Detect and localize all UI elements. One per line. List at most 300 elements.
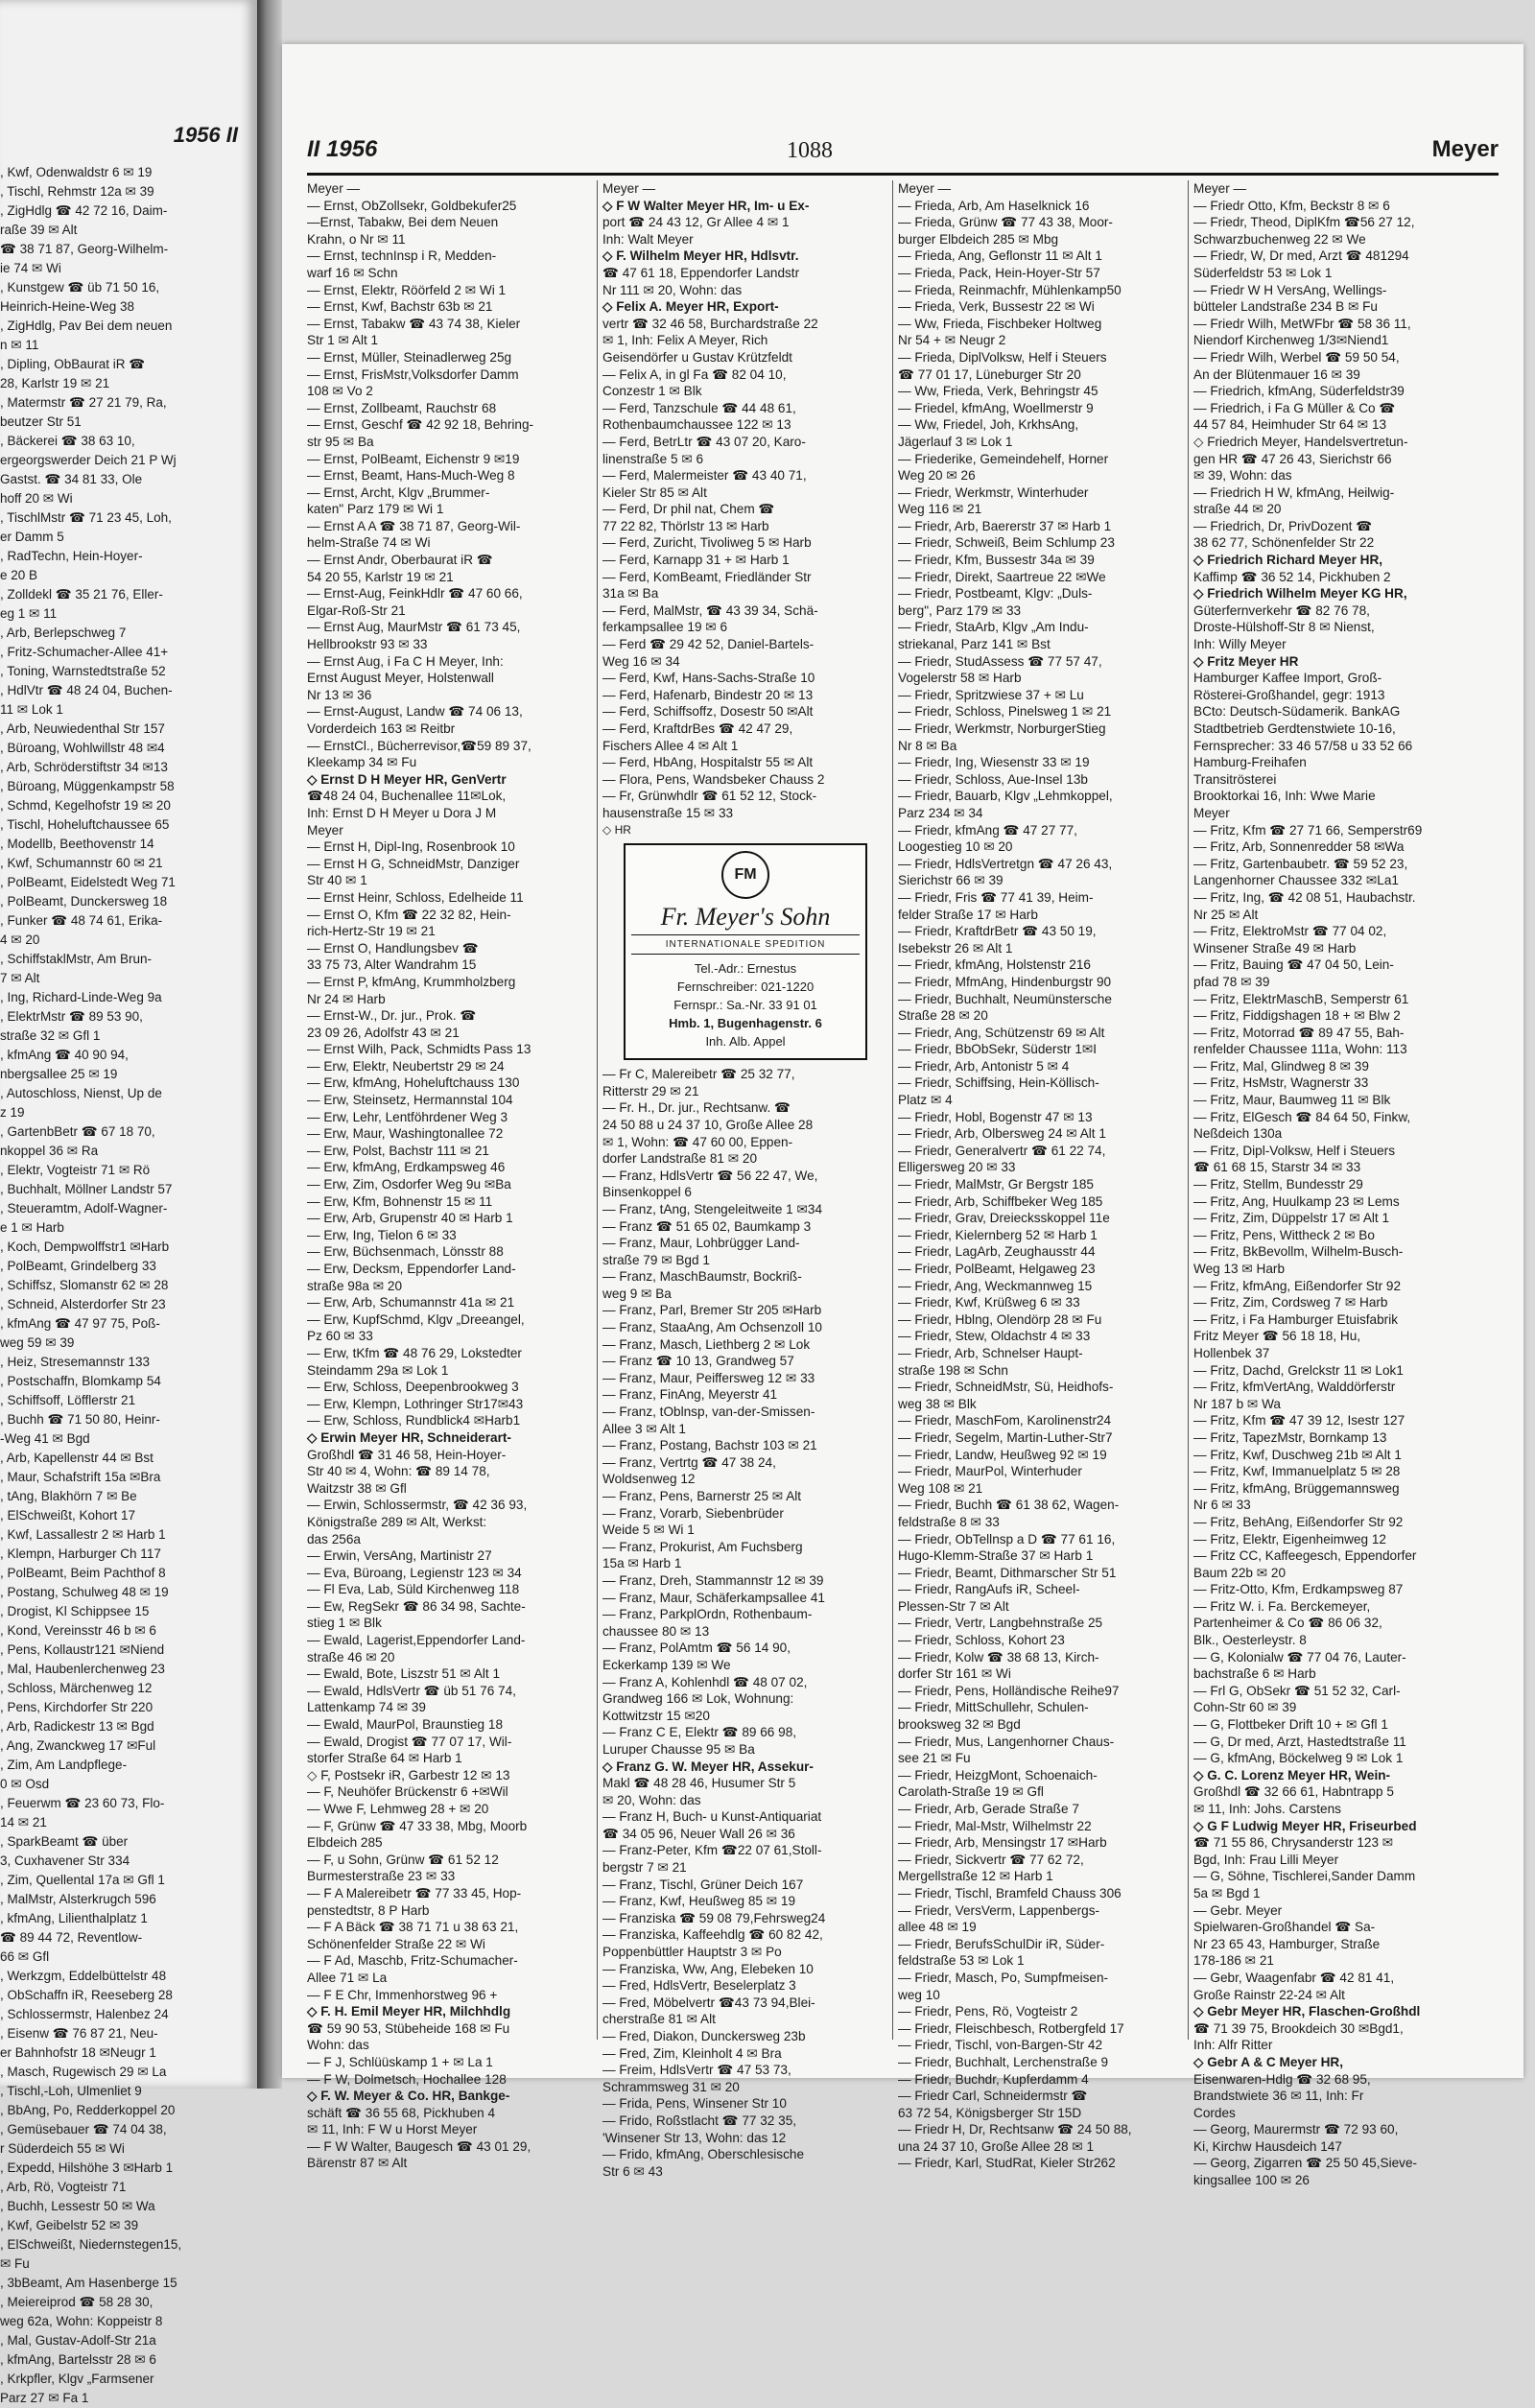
previous-page-line: , Modellb, Beethovenstr 14 [0, 837, 154, 851]
ad-tagline: INTERNATIONALE SPEDITION [631, 934, 860, 956]
directory-entry-line: — Franz, Maur, Lohbrügger Land- [602, 1236, 800, 1251]
directory-entry-line: — Fritz, TapezMstr, Bornkamp 13 [1193, 1429, 1387, 1445]
directory-entry-line: schäft ☎ 36 55 68, Pickhuben 4 [307, 2105, 496, 2120]
directory-entry-line: — Fred, HdlsVertr, Beselerplatz 3 [602, 1978, 796, 1994]
previous-page-line: , Buchh ☎ 71 50 80, Heinr- [0, 1412, 160, 1427]
previous-page-line: raße 39 ✉ Alt [0, 223, 78, 237]
directory-entry-line: Eisenwaren-Hdlg ☎ 32 68 95, [1193, 2071, 1371, 2087]
previous-page-line: , Kond, Vereinsstr 46 b ✉ 6 [0, 1623, 156, 1638]
previous-page-line: weg 59 ✉ 39 [0, 1335, 75, 1350]
directory-entry-line: Lattenkamp 74 ✉ 39 [307, 1700, 426, 1715]
directory-entry-line: — Fritz, ElGesch ☎ 84 64 50, Finkw, [1193, 1109, 1411, 1124]
directory-entry-line: — G, kfmAng, Böckelweg 9 ✉ Lok 1 [1193, 1751, 1404, 1766]
directory-entry-line: — Friedr, Masch, Po, Sumpfmeisen- [898, 1970, 1109, 1985]
directory-entry-line: ☎ 77 01 17, Lüneburger Str 20 [898, 366, 1081, 382]
directory-entry-line: — Fred, Diakon, Dunckersweg 23b [602, 2029, 806, 2043]
directory-entry-line: Schrammsweg 31 ✉ 20 [602, 2079, 740, 2094]
directory-entry-line: Fernsprecher: 33 46 57/58 u 33 52 66 [1193, 738, 1413, 753]
directory-entry-line: rich-Hertz-Str 19 ✉ 21 [307, 924, 436, 939]
directory-entry-line: — Friedr, Schloss, Pinelsweg 1 ✉ 21 [898, 704, 1112, 720]
directory-entry-line: Meyer [1193, 805, 1230, 820]
directory-entry-line: — Friedr, SchneidMstr, Sü, Heidhofs- [898, 1380, 1114, 1395]
directory-entry-line: — Fr. H., Dr. jur., Rechtsanw. ☎ [602, 1100, 791, 1116]
directory-entry-line: Straße 28 ✉ 20 [898, 1008, 988, 1024]
directory-entry-line: Große Rainstr 22-24 ✉ Alt [1193, 1987, 1345, 2002]
directory-entry-line: — Fritz, Kwf, Immanuelplatz 5 ✉ 28 [1193, 1464, 1401, 1479]
directory-entry-line: — Franz, Kwf, Heußweg 85 ✉ 19 [602, 1894, 796, 1909]
directory-entry-line: 23 09 26, Adolfstr 43 ✉ 21 [307, 1025, 460, 1040]
directory-entry-line: — Franz, Postang, Bachstr 103 ✉ 21 [602, 1438, 817, 1453]
previous-page-line: , ElSchweißt, Niedernstegen15, [0, 2237, 182, 2252]
directory-entry-line: — Friedr, Kolw ☎ 38 68 13, Kirch- [898, 1649, 1099, 1664]
directory-entry-line: ✉ 39, Wohn: das [1193, 468, 1292, 484]
directory-entry-line: — Friedr, RangAufs iR, Scheel- [898, 1582, 1080, 1597]
previous-page-line: , Mal, Gustav-Adolf-Str 21a [0, 2333, 156, 2348]
directory-entry-line: — G, Kolonialw ☎ 77 04 76, Lauter- [1193, 1649, 1406, 1664]
directory-entry-line: Grandweg 166 ✉ Lok, Wohnung: [602, 1691, 794, 1707]
directory-entry-line: — Ferd, MalMstr, ☎ 43 39 34, Schä- [602, 602, 818, 618]
directory-entry-line: — Friedr H, Dr, Rechtsanw ☎ 24 50 88, [898, 2122, 1132, 2137]
directory-entry-line: Binsenkoppel 6 [602, 1185, 692, 1200]
directory-entry-line: Weg 13 ✉ Harb [1193, 1262, 1286, 1276]
page-header [307, 136, 1499, 171]
directory-entry-line: — Friedr, kfmAng, Holstenstr 216 [898, 957, 1091, 973]
directory-entry-line: — Franziska, Ww, Ang, Elebeken 10 [602, 1961, 814, 1976]
previous-page-line: , Dipling, ObBaurat iR ☎ [0, 357, 146, 371]
directory-entry-line: Platz ✉ 4 [898, 1093, 953, 1108]
directory-entry-line: — Friedr, Pens, Holländische Reihe97 [898, 1683, 1120, 1698]
directory-entry-line: — Frieda, Pack, Hein-Hoyer-Str 57 [898, 265, 1100, 280]
directory-entry-line: 63 72 54, Königsberger Str 15D [898, 2105, 1082, 2120]
directory-entry-line: Elgar-Roß-Str 21 [307, 602, 406, 618]
directory-entry-line: — Friedr, Mus, Langenhorner Chaus- [898, 1734, 1115, 1749]
directory-entry-line: — Ww, Frieda, Verk, Behringstr 45 [898, 384, 1098, 399]
directory-entry-line: — Friedr, Fleischbesch, Rotbergfeld 17 [898, 2020, 1124, 2036]
directory-entry-line: — F Ad, Maschb, Fritz-Schumacher- [307, 1953, 518, 1969]
directory-entry-line: ◇ F W Walter Meyer HR, Im- u Ex- [602, 198, 810, 213]
directory-entry-line: — Frieda, Verk, Bussestr 22 ✉ Wi [898, 299, 1095, 315]
directory-entry-line: ☎ 47 61 18, Eppendorfer Landstr [602, 265, 800, 280]
directory-entry-line: ◇ Franz G. W. Meyer HR, Assekur- [602, 1759, 814, 1774]
previous-page-line: , kfmAng ☎ 47 97 75, Poß- [0, 1316, 160, 1331]
previous-page-line: , Kunstgew ☎ üb 71 50 16, [0, 280, 160, 295]
column-divider [597, 180, 598, 2040]
directory-entry-line: — G, Söhne, Tischlerei,Sander Damm [1193, 1869, 1416, 1884]
directory-entry-line: Hugo-Klemm-Straße 37 ✉ Harb 1 [898, 1548, 1094, 1564]
column-2 [602, 180, 886, 2179]
directory-entry-line: — Friedr, Mal-Mstr, Wilhelmstr 22 [898, 1818, 1092, 1833]
previous-page-line: beutzer Str 51 [0, 414, 82, 429]
directory-entry-line: Makl ☎ 48 28 46, Husumer Str 5 [602, 1776, 796, 1791]
directory-entry-line: Meyer — [602, 181, 656, 196]
directory-entry-line: — Ernst, Kwf, Bachstr 63b ✉ 21 [307, 299, 493, 315]
directory-entry-line: — Fritz, Ang, Huulkamp 23 ✉ Lems [1193, 1193, 1400, 1209]
directory-entry-line: — Fr C, Malereibetr ☎ 25 32 77, [602, 1067, 795, 1082]
previous-page-line: , Drogist, Kl Schippsee 15 [0, 1604, 150, 1618]
directory-entry-line: straße 44 ✉ 20 [1193, 502, 1282, 517]
previous-page-line: , tAng, Blakhörn 7 ✉ Be [0, 1489, 137, 1503]
directory-entry-line: — Ferd, Zuricht, Tivoliweg 5 ✉ Harb [602, 535, 812, 551]
directory-entry-line: — Franz, Vertrtg ☎ 47 38 24, [602, 1454, 776, 1470]
previous-page-line: , RadTechn, Hein-Hoyer- [0, 549, 143, 563]
directory-entry-line: — Ferd, Kwf, Hans-Sachs-Straße 10 [602, 671, 815, 686]
directory-entry-line: Str 40 ✉ 1 [307, 873, 367, 888]
directory-entry-line: katen" Parz 179 ✉ Wi 1 [307, 502, 444, 517]
previous-page-line: -Weg 41 ✉ Bgd [0, 1431, 90, 1446]
directory-entry-line: — Friedr, kfmAng ☎ 47 27 77, [898, 822, 1077, 838]
previous-page-line: , Masch, Rugewisch 29 ✉ La [0, 2065, 167, 2079]
directory-entry-line: straße 79 ✉ Bgd 1 [602, 1252, 710, 1267]
directory-entry-line: — Franz, StaaAng, Am Ochsenzoll 10 [602, 1320, 822, 1335]
directory-entry-line: — Erw, Schloss, Deepenbrookweg 3 [307, 1380, 519, 1395]
directory-entry-line: — Georg, Maurermstr ☎ 72 93 60, [1193, 2122, 1399, 2137]
directory-entry-line: feldstraße 53 ✉ Lok 1 [898, 1953, 1025, 1969]
previous-page-line: , Arb, Rö, Vogteistr 71 [0, 2180, 127, 2194]
directory-entry-line: — Ferd, Dr phil nat, Chem ☎ [602, 502, 775, 517]
directory-entry-line: ◇ F, Postsekr iR, Garbestr 12 ✉ 13 [307, 1767, 510, 1782]
directory-entry-line: — Erw, Arb, Grupenstr 40 ✉ Harb 1 [307, 1211, 513, 1226]
directory-entry-line: ☎ 59 90 53, Stübeheide 168 ✉ Fu [307, 2020, 510, 2036]
previous-page [0, 0, 257, 2405]
previous-page-line: , Kwf, Lassallestr 2 ✉ Harb 1 [0, 1527, 166, 1542]
previous-page-line: , Autoschloss, Nienst, Up de [0, 1086, 162, 1100]
directory-entry-line: Conzestr 1 ✉ Blk [602, 384, 702, 399]
directory-entry-line: — G, Dr med, Arzt, Hastedtstraße 11 [1193, 1734, 1406, 1749]
directory-entry-line: ✉ 1, Inh: Felix A Meyer, Rich [602, 333, 768, 348]
previous-page-line: , Ang, Zwanckweg 17 ✉Ful [0, 1738, 156, 1753]
previous-page-line: , Pens, Kirchdorfer Str 220 [0, 1700, 154, 1714]
directory-entry-line: 77 22 82, Thörlstr 13 ✉ Harb [602, 518, 769, 533]
previous-page-line: , Fritz-Schumacher-Allee 41+ [0, 645, 169, 659]
directory-entry-line: — Erw, Decksm, Eppendorfer Land- [307, 1262, 516, 1276]
directory-entry-line: port ☎ 24 43 12, Gr Allee 4 ✉ 1 [602, 215, 790, 230]
previous-page-line: 14 ✉ 21 [0, 1815, 47, 1830]
directory-entry-line: Nr 187 b ✉ Wa [1193, 1396, 1281, 1411]
column-3 [898, 180, 1182, 2171]
directory-entry-line: 54 20 55, Karlstr 19 ✉ 21 [307, 569, 454, 584]
previous-page-line: , Buchhalt, Möllner Landstr 57 [0, 1182, 173, 1196]
directory-entry-line: — Ernst Heinr, Schloss, Edelheide 11 [307, 889, 524, 905]
directory-entry-line: — Franz, Masch, Liethberg 2 ✉ Lok [602, 1336, 811, 1352]
previous-page-line: , Ing, Richard-Linde-Weg 9a [0, 990, 162, 1004]
directory-entry-line: — Friedr, LagArb, Zeughausstr 44 [898, 1244, 1096, 1260]
ad-phone: Fernspr.: Sa.-Nr. 33 91 01 [673, 998, 817, 1013]
previous-page-line: ☎ 38 71 87, Georg-Wilhelm- [0, 242, 169, 256]
previous-page-line: , ElektrMstr ☎ 89 53 90, [0, 1009, 143, 1024]
directory-entry-line: Vogelerstr 58 ✉ Harb [898, 671, 1022, 686]
directory-entry-line: — Friedr, Buchhalt, Lerchenstraße 9 [898, 2054, 1109, 2069]
directory-entry-line: — Eva, Büroang, Legienstr 123 ✉ 34 [307, 1565, 522, 1580]
previous-page-line: , Expedd, Hilshöhe 3 ✉Harb 1 [0, 2160, 174, 2175]
directory-entry-line: — F A Malereibetr ☎ 77 33 45, Hop- [307, 1885, 522, 1900]
directory-entry-line: — Ernst, Beamt, Hans-Much-Weg 8 [307, 468, 515, 484]
previous-page-line: , ZigHdlg ☎ 42 72 16, Daim- [0, 203, 168, 218]
directory-entry-line: — Fritz, Bauing ☎ 47 04 50, Lein- [1193, 957, 1394, 973]
directory-entry-line: straße 98a ✉ 20 [307, 1278, 403, 1293]
directory-entry-line: Bärenstr 87 ✉ Alt [307, 2156, 408, 2171]
directory-entry-line: ☎ 71 39 75, Brookdeich 30 ✉Bgd1, [1193, 2020, 1404, 2036]
directory-entry-line: — Friedr, Schloss, Aue-Insel 13b [898, 771, 1088, 787]
previous-page-line: , Tischl,-Loh, Ulmenliet 9 [0, 2084, 142, 2098]
directory-entry-line: una 24 37 10, Große Allee 28 ✉ 1 [898, 2138, 1095, 2154]
directory-entry-line: weg 38 ✉ Blk [898, 1396, 977, 1411]
directory-entry-line: — Fritz, kfmAng, Brüggemannsweg [1193, 1480, 1400, 1496]
directory-entry-line: — Ernst, PolBeamt, Eichenstr 9 ✉19 [307, 451, 520, 466]
previous-page-line: , Funker ☎ 48 74 61, Erika- [0, 913, 163, 928]
directory-entry-line: — Ferd, KraftdrBes ☎ 42 47 29, [602, 721, 793, 736]
previous-page-line: , Klempn, Harburger Ch 117 [0, 1546, 161, 1561]
previous-page-line: weg 62a, Wohn: Koppeistr 8 [0, 2314, 163, 2328]
directory-entry-line: — Franz, Maur, Schäferkampsallee 41 [602, 1590, 825, 1605]
directory-entry-line: Burmesterstraße 23 ✉ 33 [307, 1869, 456, 1884]
directory-entry-line: Inh: Ernst D H Meyer u Dora J M [307, 805, 497, 820]
previous-page-line: , PolBeamt, Eidelstedt Weg 71 [0, 875, 176, 889]
directory-entry-line: — Franz, PolAmtm ☎ 56 14 90, [602, 1641, 791, 1656]
directory-entry-line: — Frl G, ObSekr ☎ 51 52 32, Carl- [1193, 1683, 1401, 1698]
directory-entry-line: — Ernst Andr, Oberbaurat iR ☎ [307, 553, 493, 568]
previous-page-line: , kfmAng, Bartelsstr 28 ✉ 6 [0, 2352, 156, 2367]
directory-entry-line: — Friedr, HdlsVertretgn ☎ 47 26 43, [898, 856, 1113, 871]
previous-page-line: , Schmd, Kegelhofstr 19 ✉ 20 [0, 798, 171, 813]
directory-entry-line: — Ernst, Müller, Steinadlerweg 25g [307, 349, 512, 365]
directory-entry-line: — Ewald, Drogist ☎ 77 07 17, Wil- [307, 1734, 512, 1749]
directory-entry-line: — Friedr, Arb, Schnelser Haupt- [898, 1345, 1083, 1360]
entry-columns [307, 180, 1504, 2188]
directory-entry-line: — Fritz, Motorrad ☎ 89 47 55, Bah- [1193, 1025, 1405, 1040]
directory-entry-line: stieg 1 ✉ Blk [307, 1616, 382, 1631]
directory-entry-line: ◇ Felix A. Meyer HR, Export- [602, 299, 779, 315]
directory-entry-line: — Franz H, Buch- u Kunst-Antiquariat [602, 1809, 822, 1825]
directory-entry-line: Fischers Allee 4 ✉ Alt 1 [602, 738, 739, 753]
directory-entry-line: — Ewald, MaurPol, Braunstieg 18 [307, 1717, 504, 1733]
directory-entry-line: Jägerlauf 3 ✉ Lok 1 [898, 434, 1013, 449]
directory-entry-line: Rösterei-Großhandel, gegr: 1913 [1193, 687, 1385, 702]
column-divider [892, 180, 893, 2040]
surname-heading: Meyer [1431, 136, 1499, 162]
directory-entry-line: — G, Flottbeker Drift 10 + ✉ Gfl 1 [1193, 1717, 1388, 1733]
previous-page-line: , GartenbBetr ☎ 67 18 70, [0, 1124, 155, 1139]
directory-entry-line: Weg 108 ✉ 21 [898, 1480, 983, 1496]
directory-entry-line: Ki, Kirchw Hausdeich 147 [1193, 2138, 1342, 2154]
directory-entry-line: Spielwaren-Großhandel ☎ Sa- [1193, 1920, 1376, 1935]
previous-page-line: 11 ✉ Lok 1 [0, 702, 63, 717]
directory-entry-line: — Friedr, MittSchullehr, Schulen- [898, 1700, 1089, 1715]
directory-entry-line: — Friedr, Hblng, Olendörp 28 ✉ Fu [898, 1311, 1102, 1327]
directory-entry-line: — Friedr Wilh, MetWFbr ☎ 58 36 11, [1193, 316, 1411, 331]
directory-entry-line: — Friedr, W, Dr med, Arzt ☎ 481294 [1193, 248, 1409, 264]
directory-entry-line: — Fritz, HsMstr, Wagnerstr 33 [1193, 1075, 1369, 1091]
previous-page-line: , ObSchaffn iR, Reeseberg 28 [0, 1988, 173, 2002]
directory-entry-line: Partenheimer & Co ☎ 86 06 32, [1193, 1616, 1382, 1631]
directory-entry-line: — Friedr, Landw, Heußweg 92 ✉ 19 [898, 1447, 1107, 1462]
directory-entry-line: — Franz-Peter, Kfm ☎22 07 61,Stoll- [602, 1843, 822, 1858]
directory-entry-line: — Fritz, Gartenbaubetr. ☎ 59 52 23, [1193, 856, 1408, 871]
directory-entry-line: Nr 23 65 43, Hamburger, Straße [1193, 1936, 1381, 1951]
directory-entry-line: ◇ G F Ludwig Meyer HR, Friseurbed [1193, 1818, 1417, 1833]
directory-entry-line: — Ernst Wilh, Pack, Schmidts Pass 13 [307, 1042, 531, 1057]
advertisement-box [624, 843, 867, 1061]
directory-entry-line: — Friedr Carl, Schneidermstr ☎ [898, 2089, 1088, 2104]
directory-entry-line: — Friedrich, i Fa G Müller & Co ☎ [1193, 400, 1396, 415]
previous-page-line: 4 ✉ 20 [0, 933, 40, 947]
directory-entry-line: — Friedel, kfmAng, Woellmerstr 9 [898, 400, 1094, 415]
directory-entry-line: — Friedr, Karl, StudRat, Kieler Str262 [898, 2156, 1116, 2171]
previous-page-line: , Arb, Radickestr 13 ✉ Bgd [0, 1719, 154, 1734]
directory-entry-line: — Friedrich, Dr, PrivDozent ☎ [1193, 518, 1373, 533]
directory-entry-line: burger Elbdeich 285 ✉ Mbg [898, 231, 1059, 247]
directory-entry-line: — Fritz, Dachd, Grelckstr 11 ✉ Lok1 [1193, 1362, 1404, 1378]
directory-entry-line: — Franz, FinAng, Meyerstr 41 [602, 1387, 778, 1403]
directory-entry-line: — Erw, Schloss, Rundblick4 ✉Harb1 [307, 1413, 521, 1428]
directory-entry-line: 'Winsener Str 13, Wohn: das 12 [602, 2130, 787, 2145]
directory-entry-line: — Franz, HdlsVertr ☎ 56 22 47, We, [602, 1168, 818, 1183]
directory-entry-line: Elligersweg 20 ✉ 33 [898, 1160, 1016, 1175]
directory-entry-line: —Ernst, Tabakw, Bei dem Neuen [307, 215, 499, 230]
directory-entry-line: — Fritz, kfmVertAng, Walddörferstr [1193, 1380, 1396, 1395]
directory-entry-line: Stadtbetrieb Gerdtenstwiete 10-16, [1193, 721, 1396, 736]
directory-entry-line: 178-186 ✉ 21 [1193, 1953, 1274, 1969]
directory-entry-line: — Erwin, Schlossermstr, ☎ 42 36 93, [307, 1498, 528, 1513]
directory-entry-line: Plessen-Str 7 ✉ Alt [898, 1598, 1009, 1614]
directory-entry-line: — Friedr, Ang, Schützenstr 69 ✉ Alt [898, 1025, 1105, 1040]
directory-entry-line: Brooktorkai 16, Inh: Wwe Marie [1193, 789, 1376, 804]
previous-page-line: , kfmAng ☎ 40 90 94, [0, 1048, 129, 1062]
directory-entry-line: Carolath-Straße 19 ✉ Gfl [898, 1784, 1044, 1800]
previous-page-line: , Kwf, Schumannstr 60 ✉ 21 [0, 856, 163, 870]
directory-entry-line: — Fritz, Arb, Sonnenredder 58 ✉Wa [1193, 839, 1405, 855]
directory-entry-line: Inh: Alfr Ritter [1193, 2038, 1273, 2053]
directory-entry-line: — Friedr, Tischl, Bramfeld Chauss 306 [898, 1885, 1122, 1900]
directory-entry-line: — Friedr W H VersAng, Wellings- [1193, 282, 1387, 297]
directory-entry-line: ✉ 20, Wohn: das [602, 1792, 701, 1807]
previous-page-line: nkoppel 36 ✉ Ra [0, 1144, 99, 1158]
directory-entry-line: — Fritz W. i. Fa. Berckemeyer, [1193, 1598, 1371, 1614]
previous-page-line: , Postschaffn, Blomkamp 54 [0, 1374, 161, 1388]
previous-page-line: , Eisenw ☎ 76 87 21, Neu- [0, 2026, 158, 2041]
previous-page-line: , Pens, Kollaustr121 ✉Niend [0, 1642, 165, 1657]
directory-entry-line: — F W Walter, Baugesch ☎ 43 01 29, [307, 2138, 531, 2154]
directory-entry-line: — Frieda, Arb, Am Haselknick 16 [898, 198, 1090, 213]
directory-entry-line: Mergellstraße 12 ✉ Harb 1 [898, 1869, 1053, 1884]
directory-entry-line: — Franz ☎ 10 13, Grandweg 57 [602, 1354, 794, 1369]
directory-entry-line: — Erw, Büchsenmach, Lönsstr 88 [307, 1244, 504, 1260]
directory-entry-line: — Ernst A A ☎ 38 71 87, Georg-Wil- [307, 518, 521, 533]
directory-entry-line: Cohn-Str 60 ✉ 39 [1193, 1700, 1297, 1715]
directory-entry-line: 33 75 73, Alter Wandrahm 15 [307, 957, 477, 973]
directory-entry-line: Allee 3 ✉ Alt 1 [602, 1421, 686, 1436]
directory-entry-line: chaussee 80 ✉ 13 [602, 1623, 710, 1639]
directory-entry-line: — Frida, Pens, Winsener Str 10 [602, 2096, 787, 2112]
directory-entry-line: ◇ Friedrich Wilhelm Meyer KG HR, [1193, 586, 1407, 602]
directory-entry-line: allee 48 ✉ 19 [898, 1920, 977, 1935]
previous-page-line: , Gemüsebauer ☎ 74 04 38, [0, 2122, 167, 2137]
ad-telegram-address: Tel.-Adr.: Ernestus [694, 961, 797, 977]
previous-page-line: , Buchh, Lessestr 50 ✉ Wa [0, 2199, 155, 2213]
directory-entry-line: — Friedr, Werkmstr, NorburgerStieg [898, 721, 1106, 736]
directory-entry-line: Nr 13 ✉ 36 [307, 687, 372, 702]
previous-page-line: , SchiffstaklMstr, Am Brun- [0, 952, 153, 966]
directory-entry-line: — Erw, Klempn, Lothringer Str17✉43 [307, 1396, 524, 1411]
directory-entry-line: — Friedr, Buchdr, Kupferdamm 4 [898, 2071, 1089, 2087]
directory-entry-line: — Fritz, Elektr, Eigenheimweg 12 [1193, 1531, 1386, 1546]
directory-entry-line: — Friederike, Gemeindehelf, Horner [898, 451, 1109, 466]
directory-entry-line: — Ferd, Schiffsoffz, Dosestr 50 ✉Alt [602, 704, 814, 720]
previous-page-line: , kfmAng, Lilienthalplatz 1 [0, 1911, 148, 1925]
directory-page [282, 44, 1523, 2188]
directory-entry-line: — Fritz, Ing, ☎ 42 08 51, Haubachstr. [1193, 889, 1416, 905]
previous-page-line: , Kwf, Odenwaldstr 6 ✉ 19 [0, 165, 153, 179]
directory-entry-line: — Friedr, Arb, Baererstr 37 ✉ Harb 1 [898, 518, 1112, 533]
directory-entry-line: — Fritz, Mal, Glindweg 8 ✉ 39 [1193, 1058, 1369, 1074]
directory-entry-line: — Friedr, BerufsSchulDir iR, Süder- [898, 1936, 1105, 1951]
directory-entry-line: Waitzstr 38 ✉ Gfl [307, 1480, 407, 1496]
directory-entry-line: — Gebr, Waagenfabr ☎ 42 81 41, [1193, 1970, 1395, 1985]
directory-entry-line: striekanal, Parz 141 ✉ Bst [898, 637, 1051, 652]
directory-entry-line: — Friedr, StudAssess ☎ 77 57 47, [898, 653, 1102, 669]
directory-entry-line: — Ernst P, kfmAng, Krummholzberg [307, 974, 516, 989]
directory-entry-line: — Ernst Aug, MaurMstr ☎ 61 73 45, [307, 620, 521, 635]
directory-entry-line: — Franz ☎ 51 65 02, Baumkamp 3 [602, 1218, 812, 1234]
directory-entry-line: brooksweg 32 ✉ Bgd [898, 1717, 1021, 1733]
directory-entry-line: — Wwe F, Lehmweg 28 + ✉ 20 [307, 1802, 489, 1816]
directory-entry-line: Königstraße 289 ✉ Alt, Werkst: [307, 1514, 487, 1529]
directory-entry-line: — Fritz CC, Kaffeegesch, Eppendorfer [1193, 1548, 1417, 1564]
directory-entry-line: Süderfeldstr 53 ✉ Lok 1 [1193, 265, 1333, 280]
directory-entry-line: — Ernst, ObZollsekr, Goldbekufer25 [307, 198, 517, 213]
directory-entry-line: Cordes [1193, 2105, 1236, 2120]
directory-entry-line: ◇ F. H. Emil Meyer HR, Milchhdlg [307, 2004, 511, 2019]
previous-page-line: , Heiz, Stresemannstr 133 [0, 1355, 151, 1369]
directory-entry-line: — Friedr, Bauarb, Klgv „Lehmkoppel, [898, 789, 1113, 804]
directory-entry-line: — Erw, Lehr, Lentföhrdener Weg 3 [307, 1109, 508, 1124]
directory-entry-line: — Erw, Elektr, Neubertstr 29 ✉ 24 [307, 1058, 505, 1074]
ad-telex: Fernschreiber: 021-1220 [676, 980, 815, 995]
directory-entry-line: — Gebr. Meyer [1193, 1902, 1283, 1918]
directory-entry-line: vertr ☎ 32 46 58, Burchardstraße 22 [602, 316, 818, 331]
previous-page-line: , HdlVtr ☎ 48 24 04, Buchen- [0, 683, 173, 697]
previous-page-line: , ZigHdlg, Pav Bei dem neuen [0, 319, 173, 333]
directory-entry-line: — Ernst, Zollbeamt, Rauchstr 68 [307, 400, 497, 415]
directory-entry-line: 5a ✉ Bgd 1 [1193, 1885, 1261, 1900]
directory-entry-line: — Ew, RegSekr ☎ 86 34 98, Sachte- [307, 1598, 526, 1614]
directory-entry-line: — Ernst H, Dipl-Ing, Rosenbrook 10 [307, 839, 515, 855]
directory-entry-line: Str 40 ✉ 4, Wohn: ☎ 89 14 78, [307, 1464, 490, 1479]
directory-entry-line: Nr 25 ✉ Alt [1193, 907, 1259, 922]
directory-entry-line: ◇ Erwin Meyer HR, Schneiderart- [307, 1429, 511, 1445]
previous-page-line: z 19 [0, 1105, 25, 1120]
directory-entry-line: — Erw, kfmAng, Hoheluftchauss 130 [307, 1075, 520, 1091]
directory-entry-line: ◇ G. C. Lorenz Meyer HR, Wein- [1193, 1767, 1391, 1782]
directory-entry-line: — Friedr, Generalvertr ☎ 61 22 74, [898, 1143, 1106, 1158]
directory-entry-line: ✉ 11, Inh: F W u Horst Meyer [307, 2122, 478, 2137]
directory-entry-line: Weg 16 ✉ 34 [602, 653, 680, 669]
directory-entry-line: — Fritz, Dipl-Volksw, Helf i Steuers [1193, 1143, 1395, 1158]
directory-entry-line: ◇ F. Wilhelm Meyer HR, Hdlsvtr. [602, 248, 799, 264]
directory-entry-line: — F, Neuhöfer Brückenstr 6 +✉Wil [307, 1784, 508, 1800]
ad-marker: ◇ HR [602, 822, 631, 837]
directory-entry-line: — Franz, Parl, Bremer Str 205 ✉Harb [602, 1303, 822, 1318]
directory-entry-line: — Ernst-W., Dr. jur., Prok. ☎ [307, 1008, 477, 1024]
directory-entry-line: — Erw, tKfm ☎ 48 76 29, Lokstedter [307, 1345, 522, 1360]
previous-page-line: 28, Karlstr 19 ✉ 21 [0, 376, 110, 390]
directory-entry-line: — Ernst O, Kfm ☎ 22 32 82, Hein- [307, 907, 511, 922]
directory-entry-line: — Franz C E, Elektr ☎ 89 66 98, [602, 1725, 797, 1740]
directory-entry-line: ◇ Gebr A & C Meyer HR, [1193, 2054, 1343, 2069]
directory-entry-line: see 21 ✉ Fu [898, 1751, 971, 1766]
directory-entry-line: — Friedr, Arb, Antonistr 5 ✉ 4 [898, 1058, 1070, 1074]
directory-entry-line: Meyer [307, 822, 343, 838]
directory-entry-line: dorfer Str 161 ✉ Wi [898, 1666, 1011, 1682]
